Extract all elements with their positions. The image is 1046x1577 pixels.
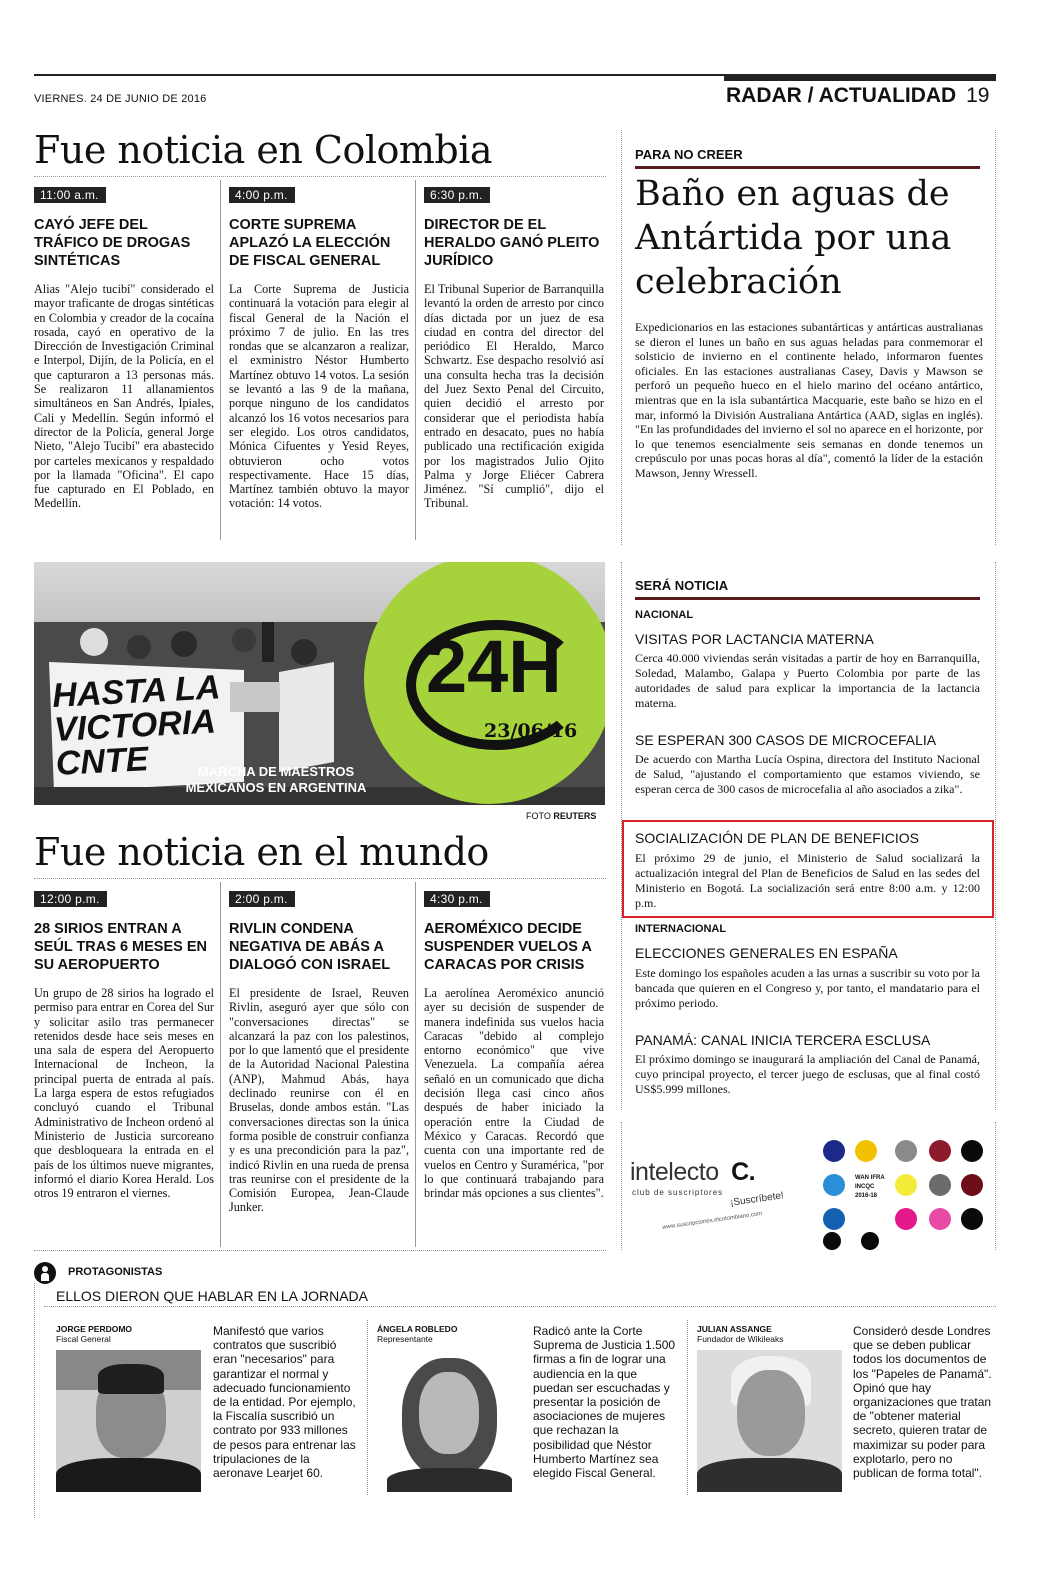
wan-ifra-logo	[855, 1174, 889, 1201]
column-divider	[220, 882, 221, 1247]
ad-cta[interactable]: ¡Suscríbete!	[729, 1190, 785, 1209]
article-headline: DIRECTOR DE EL HERALDO GANÓ PLEITO JURÍDICO	[424, 217, 600, 269]
column-divider	[687, 1320, 688, 1495]
section-name: RADAR	[726, 84, 802, 107]
wan-ifra-label: WAN IFRA	[855, 1175, 885, 1181]
para-no-creer-title: Baño en aguas de Antártida por una celebración	[635, 174, 952, 302]
color-register-dots	[805, 1122, 985, 1250]
article-headline: CAYÓ JEFE DEL TRÁFICO DE DROGAS SINTÉTICAS	[34, 217, 191, 269]
mundo-article-3	[424, 890, 604, 1200]
time-badge: 12:00 p.m.	[34, 891, 107, 907]
sera-noticia-body: El próximo 29 de junio, el Ministerio de Salud socializará la actualización integral del Plan de Beneficios de Salud en las sedes del Ministerio en Bogotá. La socialización será entre 8:00 a.m. y 12:00 p.m.	[635, 851, 980, 910]
issue-date: VIERNES. 24 DE JUNIO DE 2016	[34, 93, 207, 105]
color-dot	[823, 1140, 845, 1162]
sera-noticia-title: SOCIALIZACIÓN DE PLAN DE BENEFICIOS	[635, 830, 919, 846]
column-divider	[367, 1320, 368, 1495]
24h-badge-text: 24H	[426, 625, 562, 708]
photo-credit	[526, 811, 596, 821]
label-rule	[635, 166, 980, 169]
color-dot	[961, 1140, 983, 1162]
colombia-top-rule	[34, 176, 606, 177]
top-rule-accent	[724, 74, 996, 81]
article-body: Alias "Alejo tucibí" considerado el mayor traficante de drogas sintéticas en Colombia y creador de la cocaína rosada, cayó en operativo de la Dirección de Investigación Criminal e Interpol, Dijín, de la Policía, en el que capturaron a 13 personas más. Se realizaron 11 allanamientos simultáneos en San Andrés, Ipiales, Cali y Medellín. Según informó el director de la Policía, general Jorge Nieto, "Alejo Tucibí" era abastecido por carteles mexicanos y respaldado por la llamada "Oficina". El capo fue capturado en El Poblado, en Medellín.	[34, 282, 214, 511]
person-quote: Radicó ante la Corte Suprema de Justicia 1.500 firmas a fin de lograr una audiencia en la que puedan ser escuchadas y presentar la posición de asociaciones de mujeres que rechazan la posibilidad que Néstor Humberto Martínez sea elegido Fiscal General.	[533, 1324, 676, 1481]
photo-caption: MARCHA DE MAESTROS MEXICANOS EN ARGENTINA	[185, 764, 367, 795]
color-dot	[895, 1208, 917, 1230]
person-quote: Manifestó que varios contratos que suscribió eran "necesarios" para garantizar el normal y adecuado funcionamiento de la entidad. Por ejemplo, la Fiscalía suscribió un contrato por 933 millones de pesos para entrenar las tripulaciones de la aeronave Learjet 60.	[213, 1324, 356, 1481]
article-body: Un grupo de 28 sirios ha logrado el permiso para entrar en Corea del Sur y solicitar asilo tras permanecer retenidos desde hace seis meses en una sala de espera del Aeropuerto Internacional de Incheon, la principal puerta de entrada al país. La larga espera de estos refugiados concluyó cuando el Tribunal Administrativo de Incheon ordenó al Ministerio de Justicia surcoreano que desbloqueara la entrada en el país de los últimos nueve migrantes, informó el diario Korea Herald. Los otros 19 entraron el viernes.	[34, 986, 214, 1201]
protagonistas-icon	[34, 1262, 56, 1284]
sera-noticia-title: VISITAS POR LACTANCIA MATERNA	[635, 631, 874, 647]
color-dot	[961, 1174, 983, 1196]
person-name: ÁNGELA ROBLEDO	[377, 1324, 458, 1334]
ad-tagline: club de suscriptores	[632, 1188, 724, 1197]
incqc-label: INCQC 2016-18	[855, 1184, 878, 1199]
para-no-creer-label: PARA NO CREER	[635, 147, 743, 162]
article-headline: AEROMÉXICO DECIDE SUSPENDER VUELOS A CARACAS POR CRISIS	[424, 921, 592, 973]
person-name: JORGE PERDOMO	[56, 1324, 133, 1334]
article-body: El Tribunal Superior de Barranquilla levantó la orden de arresto por cinco días dictada por un juez de esa ciudad en contra del director del periódico El Heraldo, Marco Schwartz. Ese despacho resolvió así una consulta hecha tras la decisión del Juez Sexto Penal del Circuito, quien decidió el arresto por considerar que el periodista había entrado en desacato, pues no había publicado una rectificación exigida por los magistrados Julio Ojito Palma y Jorge Eliécer Cabrera Jiménez. "Sí cumplió", dijo el Tribunal.	[424, 282, 604, 511]
24h-badge-date: 23/06/16	[484, 720, 578, 742]
para-no-creer-box	[621, 130, 996, 545]
colombia-article-3	[424, 186, 604, 511]
time-badge: 4:00 p.m.	[229, 187, 295, 203]
sera-noticia-body: Este domingo los españoles acuden a las urnas a suscribir su voto por la bancada que quieren en el Congreso y, por tanto, el mandatario para el próximo periodo.	[635, 966, 980, 1010]
colombia-article-1	[34, 186, 214, 511]
ad-brand-name: intelecto	[630, 1158, 719, 1186]
color-dot	[895, 1140, 917, 1162]
color-dot	[895, 1174, 917, 1196]
section-heading	[726, 84, 989, 108]
time-badge: 6:30 p.m.	[424, 187, 490, 203]
article-headline: 28 SIRIOS ENTRAN A SEÚL TRAS 6 MESES EN SU AEROPUERTO	[34, 921, 207, 973]
photo-credit-name: REUTERS	[553, 811, 597, 821]
mundo-article-1	[34, 890, 214, 1200]
article-body: La aerolínea Aeroméxico anunció ayer su decisión de suspender de manera indefinida sus vuelos hacia Caracas "debido al complejo entorno económico" que vive Venezuela. La compañía aérea señaló en un comunicado que dicha decisión llega casi cinco años después de haber iniciado la operación entre la Ciudad de México y Caracas. Recordó que cuenta con una importante red de vuelos en Centro y Suramérica, "por lo que continuará trabajando para brindar más opciones a sus clientes".	[424, 986, 604, 1201]
color-dot	[929, 1140, 951, 1162]
article-body: El presidente de Israel, Reuven Rivlin, aseguró ayer que sólo con "conversaciones directas" se alcanzará la paz con los palestinos, por lo que lamentó que el presidente de la Autoridad Nacional Palestina (ANP), Mahmud Abás, haya declinado reunirse con él en Bruselas, donde ambos están. "Las conversaciones directas son la única forma posible de construir confianza y es una precondición para la paz", indicó Rivlin en una rueda de prensa tras reunirse con el presidente de la Comisión Europea, Jean-Claude Junker.	[229, 986, 409, 1215]
ad-brand-mark: C.	[731, 1158, 756, 1186]
color-dot	[823, 1208, 845, 1230]
photo-credit-prefix: FOTO	[526, 811, 551, 821]
person-photo	[697, 1350, 842, 1492]
ad-url[interactable]: www.suscripciones.elcolombiano.com	[662, 1211, 763, 1231]
protest-banner-text: HASTA LA VICTORIA CNTE	[51, 668, 220, 783]
nacional-label: NACIONAL	[635, 609, 694, 621]
person-photo	[56, 1350, 201, 1492]
time-badge: 2:00 p.m.	[229, 891, 295, 907]
sera-noticia-title: ELECCIONES GENERALES EN ESPAÑA	[635, 945, 898, 961]
person-role: Fiscal General	[56, 1334, 111, 1344]
column-divider	[220, 180, 221, 540]
color-dot	[929, 1174, 951, 1196]
label-rule	[635, 597, 980, 600]
sera-noticia-body: De acuerdo con Martha Lucía Ospina, directora del Instituto Nacional de Salud, "ajustando el comportamiento que estamos viviendo, se esperan cerca de 300 casos de microcefalia al año asociados a zika".	[635, 752, 980, 796]
colombia-article-2	[229, 186, 409, 511]
sera-noticia-label: SERÁ NOTICIA	[635, 578, 729, 593]
subscription-ad[interactable]	[621, 1122, 996, 1250]
time-badge: 4:30 p.m.	[424, 891, 490, 907]
page-number: 19	[966, 84, 990, 107]
person-name: JULIAN ASSANGE	[697, 1324, 772, 1334]
ad-brand	[630, 1158, 755, 1187]
color-dot	[961, 1208, 983, 1230]
mundo-title: Fue noticia en el mundo	[34, 830, 489, 874]
protagonistas-left-rule	[34, 1283, 35, 1518]
article-headline: CORTE SUPREMA APLAZÓ LA ELECCIÓN DE FISCAL GENERAL	[229, 217, 391, 269]
sera-noticia-title: SE ESPERAN 300 CASOS DE MICROCEFALIA	[635, 732, 937, 748]
column-divider	[415, 882, 416, 1247]
subsection-name: ACTUALIDAD	[818, 84, 957, 107]
sera-noticia-body: Cerca 40.000 viviendas serán visitadas a partir de hoy en Barranquilla, Soledad, Malambo, Galapa y Puerto Colombia por parte de las autoridades de salud para explicar la importancia de la lactancia materna.	[635, 651, 980, 710]
color-dot	[823, 1174, 845, 1196]
person-photo	[377, 1350, 522, 1492]
column-divider	[415, 180, 416, 540]
color-dot	[929, 1208, 951, 1230]
para-no-creer-body: Expedicionarios en las estaciones subantárticas y antárticas australianas se dieron el lunes un baño en sus aguas heladas para conmemorar el solsticio de invierno en el continente helado, informaron fuentes oficiales. En las estaciones australianas Casey, Davis y Mawson se perforó un pequeño hueco en el hielo marino del océano antártico, mientras que en la isla subantártica Macquarie, este baño se hizo en el mar, informó la División Australiana Antártica (AAD, siglas en inglés). "En las profundidades del invierno el sol no aparece en el horizonte, por lo que tenemos esencialmente seis semanas en donde tenemos un crepúsculo por unas pocas horas al día", comentó la líder de la estación Mawson, Jenny Wressell.	[635, 320, 983, 480]
article-body: La Corte Suprema de Justicia continuará la votación para elegir al fiscal General de la Nación el próximo 7 de julio. En las tres rondas que se alcanzaron a realizar, el exministro Néstor Humberto Martínez obtuvo 14 votos. La sesión se levantó a las 9 de la mañana, porque ninguno de los candidatos alcanzó los 16 votos necesarios para ser elegido. Los otros candidatos, Mónica Cifuentes y Yesid Reyes, obtuvieron ocho votos respectivamente. Hace 15 días, Martínez también obtuvo la mayor votación: 14 votos.	[229, 282, 409, 511]
protagonistas-rule	[44, 1306, 996, 1307]
color-dot	[861, 1232, 879, 1250]
protagonistas-subtitle: ELLOS DIERON QUE HABLAR EN LA JORNADA	[56, 1288, 368, 1304]
color-dot	[855, 1140, 877, 1162]
article-headline: RIVLIN CONDENA NEGATIVA DE ABÁS A DIALOGÓ CON ISRAEL	[229, 921, 391, 973]
time-badge: 11:00 a.m.	[34, 187, 106, 203]
sera-noticia-title: PANAMÁ: CANAL INICIA TERCERA ESCLUSA	[635, 1032, 931, 1048]
highlight-box	[622, 820, 994, 918]
section-separator: /	[807, 84, 814, 107]
protagonistas-label: PROTAGONISTAS	[68, 1266, 163, 1278]
colombia-title: Fue noticia en Colombia	[34, 128, 493, 172]
mundo-top-rule	[34, 878, 606, 879]
internacional-label: INTERNACIONAL	[635, 923, 727, 935]
news-photo	[34, 562, 605, 805]
person-role: Representante	[377, 1334, 433, 1344]
mundo-bottom-rule	[34, 1250, 606, 1251]
color-dot	[823, 1232, 841, 1250]
sera-noticia-body: El próximo domingo se inaugurará la ampliación del Canal de Panamá, cuyo principal proyecto, el tercer juego de esclusas, que al final costó US$5.999 millones.	[635, 1052, 980, 1096]
person-quote: Consideró desde Londres que se deben publicar todos los documentos de los "Papeles de Panamá". Opinó que hay organizaciones que tratan de "obtener material secreto, quieren tratar de maximizar su poder para explotarlo, pero no publican de forma total".	[853, 1324, 992, 1481]
mundo-article-2	[229, 890, 409, 1215]
person-role: Fundador de Wikileaks	[697, 1334, 784, 1344]
